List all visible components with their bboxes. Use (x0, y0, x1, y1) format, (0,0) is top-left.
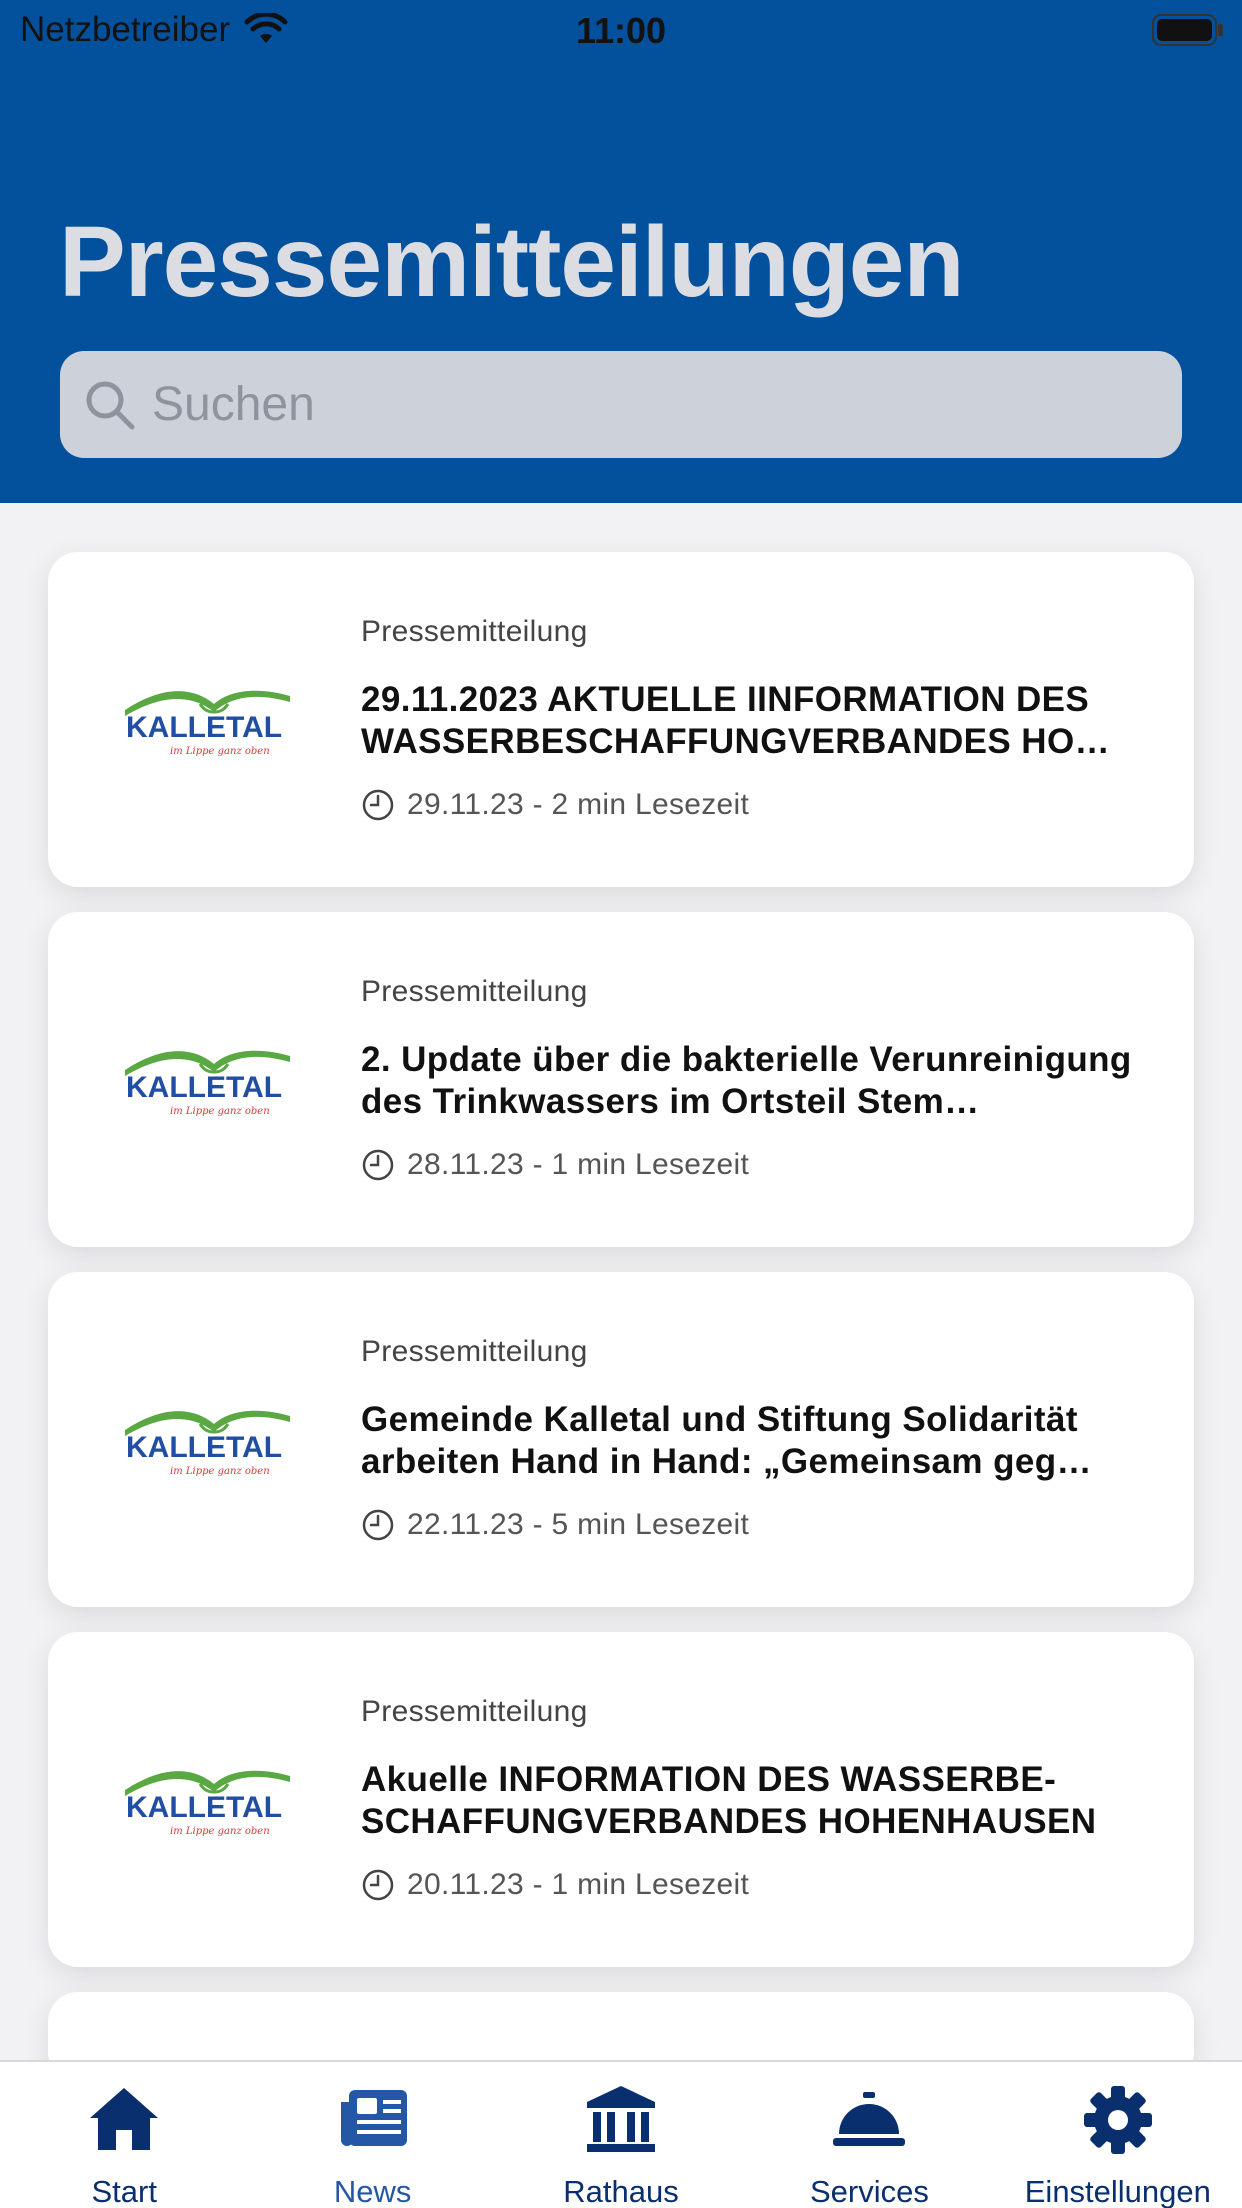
logo-text: KALLETAL (126, 1071, 283, 1104)
article-category: Pressemitteilung (361, 975, 588, 1008)
tab-bar (0, 2060, 1242, 2208)
article-meta (361, 1148, 749, 1182)
kalletal-logo (122, 1402, 292, 1482)
tab-einstellungen[interactable] (994, 2062, 1242, 2208)
article-title: Gemeinde Kalletal und Stiftung Solidarität arbeiten Hand in Hand: „Gemeinsam geg… (361, 1400, 1092, 1481)
logo-text: KALLETAL (126, 711, 283, 744)
tab-label: News (333, 2174, 412, 2208)
logo-tagline: im Lippe ganz oben (170, 746, 270, 757)
article-date-readtime: 22.11.23 - 5 min Lesezeit (407, 1508, 750, 1541)
status-time: 11:00 (575, 10, 667, 51)
search-icon (82, 377, 138, 433)
newspaper-icon (335, 2082, 411, 2158)
town-hall-icon (583, 2082, 659, 2158)
tab-label: Services (809, 2174, 929, 2208)
article-title: 29.11.2023 AKTUELLE IINFORMATION DES WASSERBESCHAFFUNGVERBANDES HO… (361, 680, 1110, 761)
home-icon (86, 2082, 162, 2158)
tab-news[interactable] (248, 2062, 496, 2208)
tab-rathaus[interactable] (497, 2062, 745, 2208)
page-title: Pressemitteilungen (59, 206, 964, 318)
article-title: 2. Update über die bakterielle Verunreinigung des Trinkwassers im Ortsteil Stem… (361, 1040, 1132, 1121)
logo-tagline: im Lippe ganz oben (170, 1826, 270, 1837)
kalletal-logo (122, 1042, 292, 1122)
clock-icon (361, 1508, 395, 1542)
article-list (48, 552, 1194, 2082)
article-meta (361, 788, 749, 822)
article-card[interactable] (48, 552, 1194, 887)
article-meta (361, 1868, 749, 1902)
article-card[interactable] (48, 1272, 1194, 1607)
kalletal-logo (122, 1762, 292, 1842)
logo-tagline: im Lippe ganz oben (170, 1106, 270, 1117)
search-bar[interactable] (60, 351, 1182, 458)
article-date-readtime: 29.11.23 - 2 min Lesezeit (407, 788, 750, 821)
clock-icon (361, 1868, 395, 1902)
header (0, 0, 1242, 503)
logo-tagline: im Lippe ganz oben (170, 1466, 270, 1477)
service-bell-icon (831, 2082, 907, 2158)
gear-icon (1080, 2082, 1156, 2158)
article-category: Pressemitteilung (361, 1695, 588, 1728)
article-category: Pressemitteilung (361, 615, 588, 648)
article-category: Pressemitteilung (361, 1335, 588, 1368)
tab-label: Start (91, 2174, 157, 2208)
clock-icon (361, 788, 395, 822)
kalletal-logo (122, 682, 292, 762)
carrier-label: Netzbetreiber (20, 10, 231, 49)
article-date-readtime: 20.11.23 - 1 min Lesezeit (407, 1868, 750, 1901)
battery-icon (1152, 14, 1224, 46)
tab-start[interactable] (0, 2062, 248, 2208)
status-bar (0, 0, 1242, 64)
article-meta (361, 1508, 749, 1542)
search-input[interactable] (152, 351, 1152, 458)
article-card[interactable] (48, 1632, 1194, 1967)
tab-services[interactable] (745, 2062, 993, 2208)
article-title: Akuelle INFORMATION DES WASSERBESCHAFFUNGVERBANDES HOHENHAUSEN (361, 1760, 1097, 1841)
tab-label: Rathaus (563, 2174, 679, 2208)
logo-text: KALLETAL (126, 1431, 283, 1464)
article-card[interactable] (48, 912, 1194, 1247)
tab-label: Einstellungen (1024, 2174, 1211, 2208)
article-date-readtime: 28.11.23 - 1 min Lesezeit (407, 1148, 750, 1181)
logo-text: KALLETAL (126, 1791, 283, 1824)
clock-icon (361, 1148, 395, 1182)
